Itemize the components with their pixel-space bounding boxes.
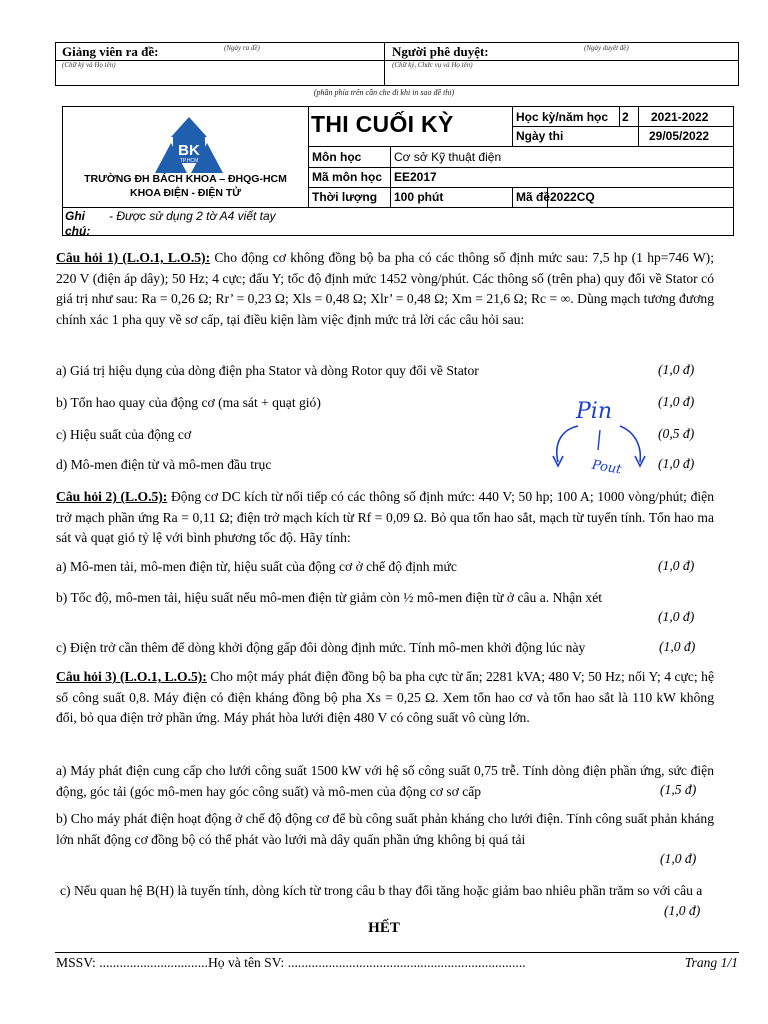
question-1a: a) Giá trị hiệu dụng của dòng điện pha Stator và dòng Rotor quy đổi về Stator xyxy=(56,363,479,378)
date-value: 29/05/2022 xyxy=(649,129,710,143)
exam-code-label: Mã đề xyxy=(516,190,551,204)
question-1-text: Cho động cơ không đồng bộ ba pha có các thông số định mức sau: 7,5 hp (1 hp=746 W); 220 V (điện áp dây); 50 Hz; 4 cực; đấu Y; tốc độ định mức 1452 vòng/phút. Các thông số (trên pha) quy đổi về Stator có giá trị như sau: Ra = 0,26 Ω; Rr’ = 0,23 Ω; Xls = 0,48 Ω; Xlr’ = 0,48 Ω; Xm = 21,6 Ω; Rc = ∞. Dùng mạch tương đương chính xác 1 pha quy về sơ cấp, tại điều kiện làm việc định mức trả lời các câu hỏi sau: xyxy=(56,250,714,327)
question-3c: c) Nếu quan hệ B(H) là tuyến tính, dòng kích từ trong câu b thay đổi tăng hoặc giảm bao nhiêu phần trăm so với câu a xyxy=(60,883,703,898)
logo-subtext: TP.HCM xyxy=(179,158,199,164)
school-name: TRƯỜNG ĐH BÁCH KHOA – ĐHQG-HCM xyxy=(84,173,287,185)
page-number: Trang 1/1 xyxy=(684,955,738,970)
note-label: Ghi chú: xyxy=(65,209,91,238)
subject-label: Môn học xyxy=(312,150,362,164)
question-2b: b) Tốc độ, mô-men tải, hiệu suất nếu mô-men điện từ giảm còn ½ mô-men điện từ ở câu a. Nhận xét xyxy=(56,590,603,605)
handwritten-annotation xyxy=(540,390,680,490)
question-2a-score: (1,0 đ) xyxy=(658,558,695,573)
subject-value: Cơ sở Kỹ thuật điện xyxy=(394,150,502,164)
exam-code-value: 2022CQ xyxy=(550,190,595,204)
question-3a-score: (1,5 đ) xyxy=(660,782,697,797)
exam-title: THI CUỐI KỲ xyxy=(311,111,454,137)
semester-value: 2 xyxy=(622,110,629,124)
question-3 xyxy=(56,667,714,729)
faculty-name: KHOA ĐIỆN - ĐIỆN TỬ xyxy=(130,187,241,199)
question-2a: a) Mô-men tải, mô-men điện từ, hiệu suất của động cơ ở chế độ định mức xyxy=(56,559,457,574)
footer-divider xyxy=(55,952,739,953)
question-2b-score: (1,0 đ) xyxy=(658,609,695,624)
approval-table xyxy=(55,42,739,86)
question-2-text: Động cơ DC kích từ nối tiếp có các thông số định mức: 440 V; 50 hp; 100 A; 1000 vòng/phút; điện trở mạch phần ứng Ra = 0,11 Ω; điện trở mạch kích từ Rf = 0,09 Ω. Bỏ qua tổn hao sắt, mạch từ tuyến tính. Tổn hao ma sát và quạt gió tỷ lệ với bình phương tốc độ. Hãy tính: xyxy=(56,489,714,545)
question-1c: c) Hiệu suất của động cơ xyxy=(56,427,192,442)
date-label: Ngày thi xyxy=(516,129,564,143)
exam-header xyxy=(62,106,734,236)
print-note: (phần phía trên cần che đi khi in sao đề thi) xyxy=(313,88,455,97)
approver-label: Người phê duyệt: xyxy=(392,44,489,59)
question-1b: b) Tổn hao quay của động cơ (ma sát + quạt gió) xyxy=(56,395,321,410)
author-date-hint: (Ngày ra đề) xyxy=(224,44,260,52)
question-1 xyxy=(56,248,714,330)
question-2c: c) Điện trở cần thêm để dòng khởi động gấp đôi dòng định mức. Tính mô-men khởi động lúc này xyxy=(56,640,586,655)
question-2 xyxy=(56,487,714,549)
question-3c-score: (1,0 đ) xyxy=(664,903,701,918)
question-1d-score: (1,0 đ) xyxy=(658,456,695,471)
course-code-value: EE2017 xyxy=(394,170,437,184)
question-3a: a) Máy phát điện cung cấp cho lưới công suất 1500 kW với hệ số công suất 0,75 trễ. Tính dòng điện phần ứng, sức điện động, góc tải (góc mô-men hay góc công suất) và mô-men của động cơ sơ cấp xyxy=(56,763,714,799)
question-3b: b) Cho máy phát điện hoạt động ở chế độ động cơ để bù công suất phản kháng cho lưới điện. Tính công suất phản kháng lớn nhất động cơ đồng bộ có thể phát vào lưới mà dây quấn phần ứng không bị quá tải xyxy=(56,811,714,847)
question-2-heading: Câu hỏi 2) (L.O.5): xyxy=(56,489,168,504)
author-sign-hint: (Chữ ký và Họ tên) xyxy=(62,61,116,69)
handwriting-pout: Pout xyxy=(590,457,623,478)
year-value: 2021-2022 xyxy=(651,110,709,124)
note-value: - Được sử dụng 2 tờ A4 viết tay xyxy=(109,209,276,223)
semester-label: Học kỳ/năm học xyxy=(516,110,609,124)
question-3b-score: (1,0 đ) xyxy=(660,851,697,866)
question-1c-score: (0,5 đ) xyxy=(658,426,695,441)
author-label: Giảng viên ra đề: xyxy=(62,44,159,59)
question-3-text: Cho một máy phát điện đồng bộ ba pha cực từ ẩn; 2281 kVA; 480 V; 50 Hz; nối Y; 4 cực; hệ số công suất 0,8. Máy điện có điện kháng đồng bộ pha Xs = 0,25 Ω. Xem tổn hao cơ và tổn hao sắt là 110 kW không đổi, bỏ qua điện trở phần ứng. Máy phát hòa lưới điện 480 V có công suất vô cùng lớn. xyxy=(56,669,714,725)
duration-value: 100 phút xyxy=(394,190,444,204)
handwriting-pin: Pin xyxy=(576,399,613,424)
student-info-line: MSSV: ................................Họ và tên SV: ...................................................................... xyxy=(56,955,526,970)
question-1b-score: (1,0 đ) xyxy=(658,394,695,409)
approver-sign-hint: (Chữ ký, Chức vụ và Họ tên) xyxy=(392,61,473,69)
duration-label: Thời lượng xyxy=(312,190,378,204)
question-1a-score: (1,0 đ) xyxy=(658,362,695,377)
end-mark: HẾT xyxy=(368,920,400,936)
logo-text: BK xyxy=(178,142,200,159)
question-3-heading: Câu hỏi 3) (L.O.1, L.O.5): xyxy=(56,669,207,684)
question-1-heading: Câu hỏi 1) (L.O.1, L.O.5): xyxy=(56,250,211,265)
question-1d: d) Mô-men điện từ và mô-men đầu trục xyxy=(56,457,272,472)
approver-date-hint: (Ngày duyệt đề) xyxy=(584,44,629,52)
question-2c-score: (1,0 đ) xyxy=(659,639,696,654)
university-logo xyxy=(151,115,227,177)
course-code-label: Mã môn học xyxy=(312,170,383,184)
